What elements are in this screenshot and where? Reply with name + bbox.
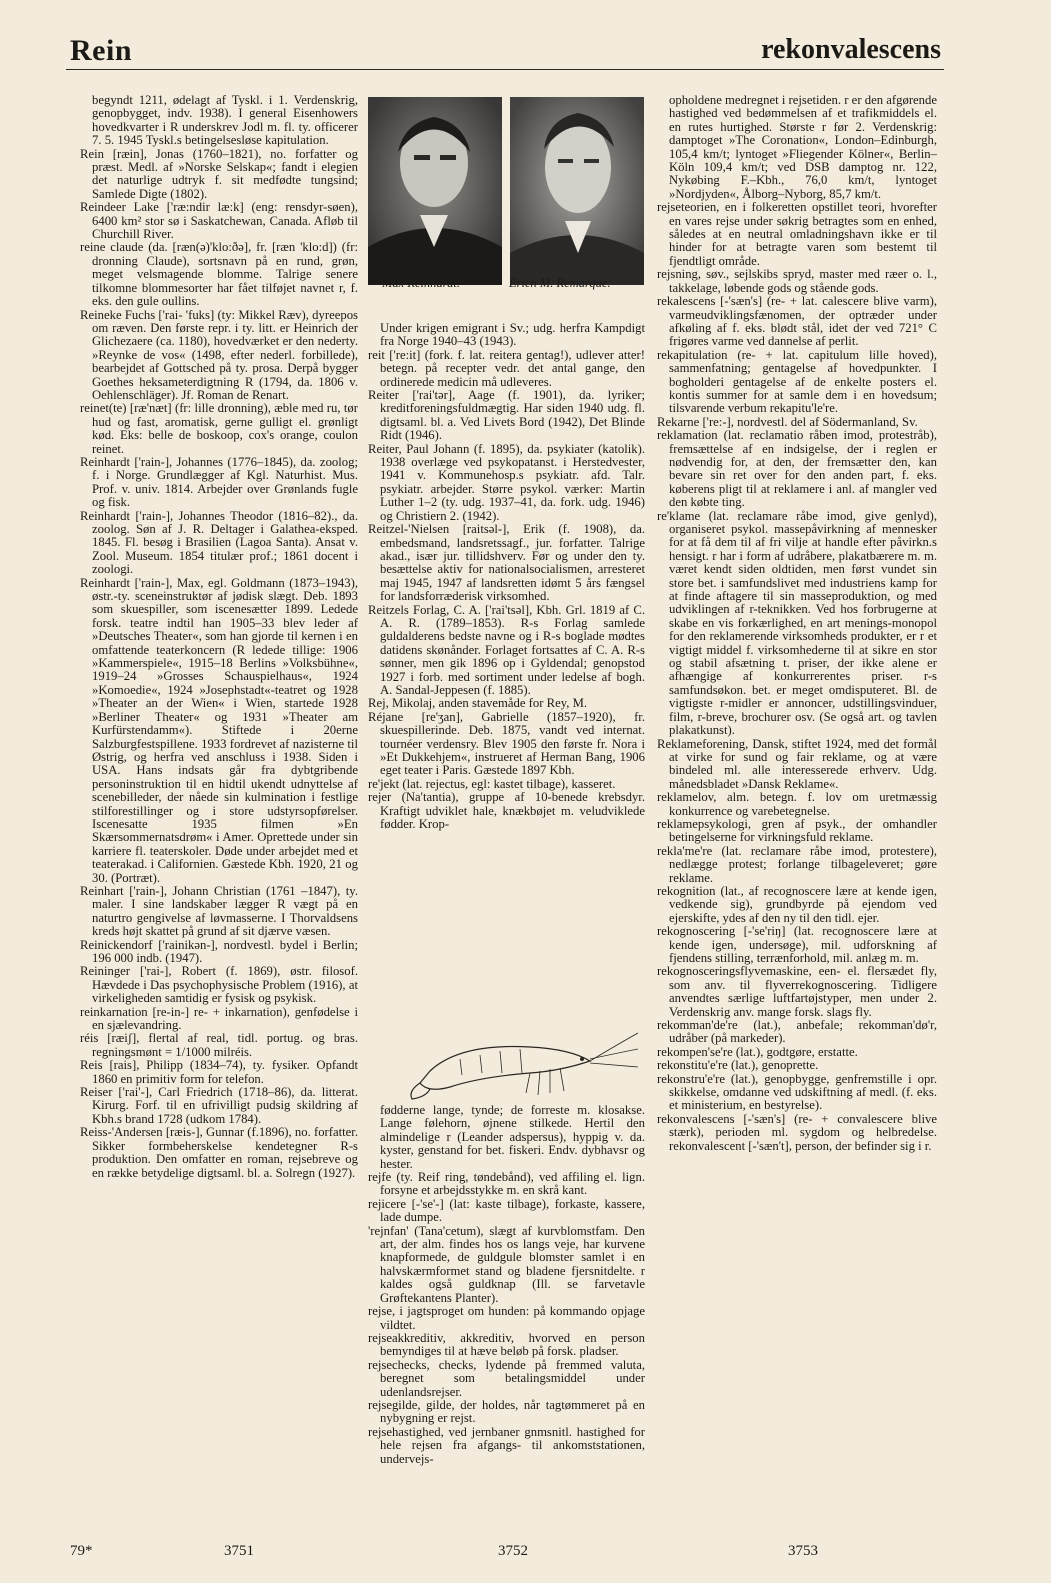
portrait-erich-remarque (510, 97, 644, 285)
dictionary-entry: Rein [ræin], Jonas (1760–1821), no. forfatter og præst. Medl. af »Norske Selskap«; fandt i elegien det naturlige udtryk f. sit medfødte tungsind; Samlede Digte (1802). (80, 146, 358, 201)
dictionary-entry: re'jekt (lat. rejectus, egl: kastet tilbage), kasseret. (368, 776, 616, 791)
caption-erich-remarque: Erich M. Remarque. (509, 276, 611, 290)
dictionary-entry: 'rejnfan' (Tana'cetum), slægt af kurvblomstfam. Den art, der alm. findes hos os langs veje, har kurvene knapformede, de guldgule blomster samlet i en halvskærmformet stand og bladene fjersnitdelte. r kaldes også guldknap (Ill. se farvetavle Grøftekantens Planter). (368, 1223, 645, 1305)
page-number-3: 3753 (788, 1543, 818, 1559)
dictionary-entry: rejer (Na'tantia), gruppe af 10-benede krebsdyr. Kraftigt udviklet hale, knækbøjet m. veludviklede fødder. Krop- (368, 790, 645, 832)
dictionary-entry: rekognosceringsflyvemaskine, een- el. flersædet fly, som anv. til flyverrekognoscering. Tidligere anvendtes særlige luftfartøjstyper, men under 2. Verdenskrig anv. mange forsk. slags fly. (657, 964, 937, 1019)
dictionary-entry: reine claude (da. [ræn(ə)'klo:ðə], fr. [ræn 'klo:d]) (fr: dronning Claude), sortsnavn på en rund, grøn, meget velsmagende blomme. Talrige senere tilkomne blommesorter har fået tilføjet navnet r, f. eks. den gule oullins. (80, 240, 358, 309)
dictionary-entry: rekonvalescens [-'sæn's] (re- + convalescere blive stærk), perioden ml. sygdom og helbredelse. rekonvalescent [-'sæn't], person, der befinder sig i r. (657, 1111, 937, 1153)
dictionary-entry: Reindeer Lake ['ræ:ndir læ:k] (eng: rensdyr-søen), 6400 km² stor sø i Saskatchewan, Canada. Afløb til Churchill River. (80, 200, 358, 242)
dictionary-entry: rekapitulation (re- + lat. capitulum lille hoved), sammenfatning; gentagelse af hovedpunkter. I bogholderi gentagelse af de enkelte posters el. kontis summer for at samle dem i en hovedsum; tilsvarende verbum rekapitu'le're. (657, 347, 937, 416)
dictionary-entry: Reineke Fuchs ['rai- 'fuks] (ty: Mikkel Ræv), dyreepos om ræven. Den første repr. i ty. litt. er Heinrich der Glichezaere (ca. 1180), hovedværket er den nederty. »Reynke de vos« (1498, efter nederl. forbillede), bearbejdet af Gottsched på ty. prosa. Derpå bygger Goethes heksameterdigtning R (1794, da. 1806 v. Oehlenschläger). Jf. Roman de Renart. (80, 307, 358, 402)
dictionary-entry: Reinhardt ['rain-], Max, egl. Goldmann (1873–1943), østr.-ty. sceneinstruktør af jødisk slægt. Deb. 1893 som skuespiller, som iscenesætter 1899. Ledede forsk. teatre indtil han 1905–33 blev leder af »Deutsches Theater«, som han gjorde til kernen i en omfattende teaterkoncern (R ledede tillige: 1906 »Kammerspiele«, 1915–18 Berlins »Volksbühne«, 1919–24 »Grosses Schauspielhaus«, 1924 »Komoedie«, 1924 »Josephstadt«-teatret og 1928 »Theater an der Wien« i Wien, startede 1928 »Berliner Theater« og 1931 »Theater am Kurfürstendamm«). Stiftede i 20erne Salzburgfestspillene. 1933 fordrevet af nazisterne til Østrig, og herfra ved anschluss i 1938. Siden i USA. Hans indsats går fra dybtgribende personinstruktion til en hidtil ukendt udnyttelse af scenebilleder, der nåede sin kulmination i festlige stilforestillinger og i store udstyrsopførelser. Iscenesatte 1935 filmen »En Skærsommernatsdrøm« i Amer. Oprettede under sin karriere fl. teaterskoler. Døde under arbejdet med et teaterakad. i Californien. Gæstede Kbh. 1920, 21 og 30. (Portræt). (80, 575, 358, 885)
dictionary-entry: opholdene medregnet i rejsetiden. r er den afgørende hastighed ved bedømmelsen af et trafikmiddels el. en rutes hurtighed. Største r før 2. Verdenskrig: damptoget »The Coronation«, London–Edinburgh, 105,4 km/t; lyntoget »Fliegender Kölner«, Berlin–Köln 109,4 km/t; ved DSB damptog nr. 122, Nykøbing F.–Kbh., 76,0 km/t, lyntoget »Nordjyden«, Ålborg–Nyborg, 85,7 km/t. (669, 93, 937, 201)
dictionary-entry: Rej, Mikolaj, anden stavemåde for Rey, M. (368, 696, 588, 711)
dictionary-entry: Reiter, Paul Johann (f. 1895), da. psykiater (katolik). 1938 overlæge ved psykopatanst. i Herstedvester, 1941 v. Kommunehosp.s psykiatr. afd. Talr. psykiatr. arbejder. Større psykol. værker: Martin Luther 1–2 (ty. udg. 1937–41, da. fork. udg. 1946) og Christiern 2. (1942). (368, 441, 645, 523)
column-2 (368, 322, 645, 831)
running-head-right: rekonvalescens (761, 34, 941, 65)
dictionary-entry: rekalescens [-'sæn's] (re- + lat. calescere blive varm), varmeudviklingsfænomen, der optræder under afkøling af f. eks. blødt stål, idet der ved 721° C frigøres varme ved dannelse af perlit. (657, 294, 937, 349)
header-rule (66, 69, 944, 70)
dictionary-entry: rejsehastighed, ved jernbaner gnmsnitl. hastighed for hele rejsen fra afgangs- til ankomststationen, undervejs- (368, 1424, 645, 1466)
dictionary-entry: Reiser ['rai'-], Carl Friedrich (1718–86), da. litterat. Kirurg. Forf. til en ufrivilligt pudsig skildring af Kbh.s brand 1728 (udkom 1784). (80, 1085, 358, 1126)
dictionary-entry: rekla'me're (lat. reclamare råbe imod, protestere), nedlægge protest; forlange tilbageleveret; gøre reklame. (657, 843, 937, 885)
dictionary-entry: Réjane [re'ʒan], Gabrielle (1857–1920), fr. skuespillerinde. Deb. 1875, vandt ved internat. tournéer verdensry. Blev 1905 den første fr. Nora i »Et Dukkehjem«, instrueret af Herman Bang, 1906 eget teater i Paris. Gæstede 1897 Kbh. (368, 709, 645, 778)
dictionary-entry: Reis [rais], Philipp (1834–74), ty. fysiker. Opfandt 1860 en primitiv form for telefon. (80, 1058, 358, 1086)
dictionary-entry: reklamelov, alm. betegn. f. lov om uretmæssig konkurrence og varebetegnelse. (657, 790, 937, 818)
dictionary-entry: reit ['re:it] (fork. f. lat. reitera gentag!), udlever atter! betegn. på recepter vedr. det antal gange, den ordinerede medicin må udleveres. (368, 347, 645, 389)
dictionary-entry: fødderne lange, tynde; de forreste m. klosakse. Lange følehorn, øjnene stilkede. Hertil den almindelige r (Leander adspersus), hyppig v. da. kyster, genstand for bet. fiskeri. Endv. dybhavsr og hester. (380, 1103, 645, 1171)
dictionary-entry: rejse, i jagtsproget om hunden: på kommando opjage vildtet. (368, 1304, 645, 1332)
dictionary-entry: Reinickendorf ['rainikən-], nordvestl. bydel i Berlin; 196 000 indb. (1947). (80, 937, 358, 965)
dictionary-entry: Rekarne ['re:-], nordvestl. del af Södermanland, Sv. (657, 414, 918, 429)
dictionary-entry: Reinhardt ['rain-], Johannes Theodor (1816–82)., da. zoolog. Søn af J. R. Deltager i Galathea-eksped. 1845. Fl. besøg i Brasilien (Lagoa Santa). Ansat v. Zool. Museum. 1854 titulær prof.; 1861 docent i zoologi. (80, 508, 358, 577)
column-2-continued (368, 1104, 645, 1466)
dictionary-entry: rekonstitu'e're (lat.), genoprette. (657, 1058, 819, 1073)
dictionary-entry: rekognition (lat., af recognoscere lære at kende igen, vedkende sig), grundbyrde på ejendom ved ejerskifte, ydes af den ny til den tidl. ejer. (657, 883, 937, 925)
dictionary-entry: Reitzel-'Nielsen [raitsəl-], Erik (f. 1908), da. embedsmand, landsretssagf., jur. forfatter. Talrige akad., især jur. tillidshverv. Før og under den ty. besættelse aktiv for nationalsocialismen, arresteret maj 1945, 1947 af landsretten idømt 5 års fængsel for landsforræderisk virksomhed. (368, 522, 645, 604)
page-number-1: 3751 (224, 1543, 254, 1559)
dictionary-entry: rejseakkreditiv, akkreditiv, hvorved en person bemyndiges til at hæve beløb på forsk. pladser. (368, 1330, 645, 1359)
signature-mark: 79* (70, 1543, 93, 1559)
dictionary-entry: Reiss-'Andersen [ræis-], Gunnar (f.1896), no. forfatter. Sikker formbeherskelse kendetegner R-s produktion. Den omfatter en roman, rejsebreve og en række betydelige digtsaml. bl. a. Solregn (1927). (80, 1125, 358, 1180)
dictionary-entry: rekonstru'e're (lat.), genopbygge, genfremstille i opr. skikkelse, omdanne ved udskiftning af medl. (f. eks. et ministerium, en bestyrelse). (657, 1071, 937, 1113)
dictionary-entry: re'klame (lat. reclamare råbe imod, give genlyd), organiseret psykol. massepåvirkning af mennesker for at få dem til af fri vilje at handle efter påvirkn.s hensigt. r har i form af udråbere, plakatbærere m. m. været kendt siden oldtiden, men først vundet sin store bet. i samfundslivet med industriens kamp for at finde aftagere til sin masseproduktion, og med udviklingen af r-teknikken. Ved hos forbrugerne at skabe en vis forkærlighed, en art menings-monopol for den reklamerende virksomheds produkter, er r et vigtigt middel f. virksomhederne til at sikre en stor og stabil afsætning t. priser, der ikke alene er afhængige af konkurrerentes priser. r-s samfundsøkon. bet. er meget omdisputeret. Bl. de vigtigste r-midler er annoncer, udstillingsvinduer, film, r-breve, brochurer osv. (Se også art. og tavlen plakatkunst). (657, 508, 937, 738)
dictionary-entry: rejseteorien, en i folkeretten opstillet teori, hvorefter en vares rejse under søkrig betragtes som en enhed, således at en neutral omladningshavn ikke er til hinder for at betragte varen som bestemt til fjendtligt område. (657, 200, 937, 268)
dictionary-entry: reinet(te) [ræ'næt] (fr: lille dronning), æble med ru, tør hud og fast, aromatisk, gerne gulligt el. grønligt kød. Eks: belle de boskoop, cox's orange, coulon reinet. (80, 401, 358, 456)
dictionary-entry: reinkarnation [re-in-] re- + inkarnation), genfødelse i en sjælevandring. (80, 1004, 358, 1033)
portrait-max-reinhardt (368, 97, 502, 285)
dictionary-entry: réis [ræiʃ], flertal af real, tidl. portug. og bras. regningsmønt = 1/1000 milréis. (80, 1031, 358, 1059)
column-1 (80, 94, 358, 1180)
dictionary-entry: rejfe (ty. Reif ring, tøndebånd), ved affiling el. lign. forsyne et arbejdsstykke m. en skrå kant. (368, 1170, 645, 1198)
caption-max-reinhardt: Max Reinhardt. (382, 276, 460, 290)
portrait-photos (368, 97, 645, 297)
dictionary-entry: reklamation (lat. reclamatio råben imod, protestråb), fremsættelse af en indsigelse, der i reglen er nødvendig for, at den, der fremsætter den, kan bevare sin ret over for den anden part, f. eks. køberens pligt til at reklamere i anl. af mangler ved den købte ting. (657, 428, 937, 510)
page-number-2: 3752 (498, 1543, 528, 1559)
dictionary-entry: begyndt 1211, ødelagt af Tyskl. i 1. Verdenskrig, genopbygget, indv. 1938). I general Eisenhowers hovedkvarter i R underskrev Jodl m. fl. ty. officerer 7. 5. 1945 Tyskl.s betingelsesløse kapitulation. (92, 93, 358, 148)
dictionary-entry: rekompen'se're (lat.), godtgøre, erstatte. (657, 1044, 858, 1059)
dictionary-entry: rejsegilde, gilde, der holdes, når tagtømmeret på en nybygning er rejst. (368, 1397, 645, 1426)
dictionary-entry: rekognoscering [-'se'riŋ] (lat. recognoscere lære at kende igen, undersøge), mil. udforskning af fjendens stilling, terrænforhold, mil. anlæg m. m. (657, 924, 937, 965)
dictionary-entry: rejsning, søv., sejlskibs spryd, master med ræer o. l., takkelage, løbende gods og stående gods. (657, 267, 937, 295)
dictionary-entry: Reklameforening, Dansk, stiftet 1924, med det formål at virke for sund og fair reklame, og at være bindeled ml. alle interesserede erhverv. Udg. månedsbladet »Dansk Reklame«. (657, 736, 937, 791)
dictionary-entry: Reinhardt ['rain-], Johannes (1776–1845), da. zoolog; f. i Norge. Grundlægger af Kgl. Naturhist. Mus. Prof. v. univ. 1814. Arbejder over Grønlands fugle og fisk. (80, 454, 358, 510)
dictionary-entry: Reiter ['rai'tər], Aage (f. 1901), da. lyriker; kreditforeningsfuldmægtig. Har siden 1940 udg. fl. digtsaml. bl. a. Ved Livets Bord (1942), Det Blinde Ridt (1946). (368, 388, 645, 443)
dictionary-entry: rejsechecks, checks, lydende på fremmed valuta, beregnet som betalingsmiddel under udenlandsrejser. (368, 1357, 645, 1399)
shrimp-illustration (390, 1013, 640, 1105)
dictionary-entry: Under krigen emigrant i Sv.; udg. herfra Kampdigt fra Norge 1940–43 (1943). (380, 321, 645, 349)
dictionary-entry: rekomman'de're (lat.), anbefale; rekomman'dø'r, udråber (på markeder). (657, 1018, 937, 1046)
running-head-left: Rein (70, 34, 132, 67)
column-3 (657, 94, 937, 1153)
dictionary-entry: Reinhart ['rain-], Johann Christian (1761 –1847), ty. maler. I sine landskaber lægger R vægt på en naturtro gengivelse af løvmasserne. I Thorvaldsens kreds højt skattet på grund af sit djærve væsen. (80, 883, 358, 939)
dictionary-entry: Reitzels Forlag, C. A. ['rai'tsəl], Kbh. Grl. 1819 af C. A. R. (1789–1853). R-s Forlag samlede guldalderens bedste navne og i R-s boglade mødtes datidens skønånder. Forlaget fortsattes af C. A. R-s sønner, men gik 1896 op i Gyldendal; genopstod 1927 i forb. med sortiment under ledelse af bogh. A. Sandal-Jeppesen (f. 1885). (368, 602, 645, 697)
dictionary-entry: Reininger ['rai-], Robert (f. 1869), østr. filosof. Hævdede i Das psychophysische Problem (1916), at virkeligheden samtidig er fysisk og psykisk. (80, 964, 358, 1006)
dictionary-entry: reklamepsykologi, gren af psyk., der omhandler betingelserne for virkningsfuld reklame. (657, 816, 937, 845)
dictionary-entry: rejicere [-'se'-] (lat: kaste tilbage), forkaste, kassere, lade dumpe. (368, 1196, 645, 1225)
